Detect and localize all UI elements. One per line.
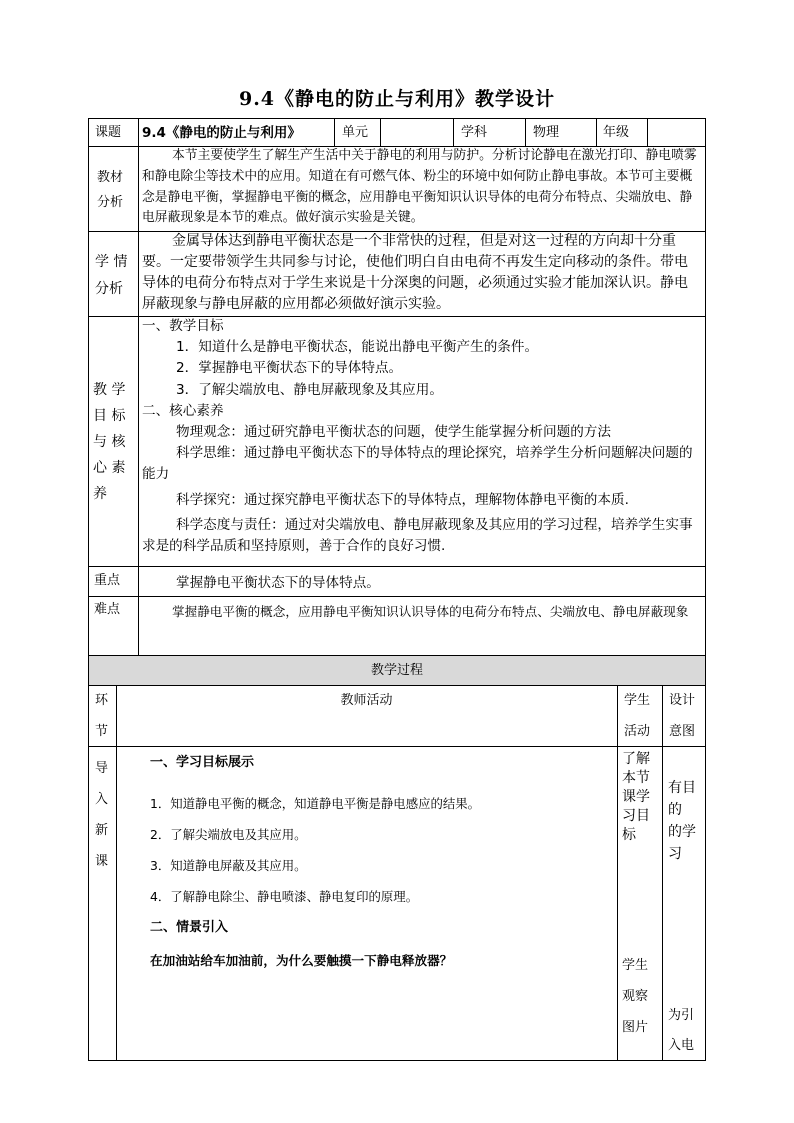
intro-student-line: 观察 (622, 989, 649, 1004)
objectives-label-line: 养 (93, 486, 107, 502)
intro-design-1 (668, 777, 704, 865)
objectives-label-line: 心 素 (93, 460, 126, 476)
intro-student-2 (622, 950, 662, 1043)
intro-design-line: 的 (668, 802, 682, 818)
goal-item: 3．了解尖端放电、静电屏蔽现象及其应用。 (176, 381, 443, 398)
goal-item: 2．掌握静电平衡状态下的导体特点。 (176, 360, 403, 377)
intro-student-line: 本节 (622, 770, 650, 786)
objectives-label-line: 与 核 (93, 434, 126, 450)
col-stage-1: 环 (95, 693, 109, 708)
literacy-concept: 物理观念：通过研究静电平衡状态的问题，使学生能掌握分析问题的方法 (176, 424, 611, 441)
intro-item: 3．知道静电屏蔽及其应用。 (150, 858, 307, 873)
intro-design-line: 的学 (668, 824, 696, 840)
learner-text: 金属导体达到静电平衡状态是一个非常快的过程，但是对这一过程的方向却十分重要。一定要带领学生共同参与讨论，使他们明白自由电荷不再发生定向移动的条件。带电导体的电荷分布特点对于学生来说是十分深奥的问题，必须通过实验才能加深认识。静电屏蔽现象与静电屏蔽的应用都必须做好演示实验。 (142, 233, 688, 312)
intro-item: 2．了解尖端放电及其应用。 (150, 827, 307, 842)
col-design-2: 意图 (669, 724, 696, 739)
page-title: 9.4《静电的防止与利用》教学设计 (238, 88, 556, 110)
intro-stage-char: 课 (95, 854, 109, 869)
objectives-label-line: 目 标 (93, 408, 126, 424)
intro-design-line: 有目 (668, 780, 696, 796)
intro-design-line: 为引 (668, 1008, 695, 1023)
difficulty-text: 掌握静电平衡的概念，应用静电平衡知识认识导体的电荷分布特点、尖端放电、静电屏蔽现象 (172, 604, 689, 619)
intro-item: 1．知道静电平衡的概念，知道静电平衡是静电感应的结果。 (150, 796, 481, 811)
intro-design-line: 入电 (668, 1038, 695, 1053)
intro-question: 在加油站给车加油前，为什么要触摸一下静电释放器？ (150, 953, 453, 968)
intro-heading-2: 二、情景引入 (150, 920, 229, 935)
intro-student-line: 了解 (622, 751, 650, 767)
col-student-1: 学生 (624, 693, 651, 708)
intro-stage-char: 导 (95, 761, 109, 776)
material-label-2: 分析 (97, 195, 124, 210)
difficulty-label: 难点 (94, 602, 121, 617)
subject-label: 学科 (461, 125, 488, 140)
process-heading: 教学过程 (370, 663, 423, 678)
objectives-label-line: 教 学 (93, 382, 126, 398)
literacy-attitude: 科学态度与责任：通过对尖端放电、静电屏蔽现象及其应用的学习过程，培养学生实事求是的科学品质和坚持原则，善于合作的良好习惯. (142, 516, 693, 555)
literacy-heading: 二、核心素养 (142, 402, 224, 419)
intro-student-line: 标 (622, 827, 636, 843)
topic-label: 课题 (95, 125, 122, 140)
topic-value: 9.4《静电的防止与利用》 (142, 125, 301, 141)
key-point-text: 掌握静电平衡状态下的导体特点。 (176, 575, 380, 591)
intro-student-line: 学生 (622, 958, 649, 973)
goals-heading: 一、教学目标 (142, 318, 224, 334)
grade-label: 年级 (603, 125, 630, 140)
intro-heading-1: 一、学习目标展示 (150, 755, 255, 770)
learner-label-2: 分析 (95, 281, 123, 297)
learner-label-1: 学 情 (95, 254, 128, 270)
intro-stage-char: 新 (95, 823, 109, 838)
intro-student-line: 课学 (622, 789, 650, 805)
col-student-2: 活动 (624, 724, 651, 739)
intro-stage (95, 753, 119, 877)
objectives-label (93, 377, 135, 507)
key-point-label: 重点 (94, 573, 121, 588)
intro-student-line: 习目 (622, 808, 650, 824)
material-text: 本节主要使学生了解生产生活中关于静电的利用与防护。分析讨论静电在激光打印、静电喷雾和静电除尘等技术中的应用。知道在有可燃气体、粉尘的环境中如何防止静电事故。本节可主要概念是静电平衡，掌握静电平衡的概念，应用静电平衡知识认识导体的电荷分布特点、尖端放电、静电屏蔽现象是本节的难点。做好演示实验是关键。 (142, 148, 697, 226)
goal-item: 1．知道什么是静电平衡状态，能说出静电平衡产生的条件。 (176, 339, 539, 356)
intro-student-1 (622, 750, 662, 845)
unit-label: 单元 (342, 125, 369, 140)
objectives-body (142, 316, 700, 557)
intro-student-line: 图片 (622, 1020, 649, 1035)
intro-design-line: 习 (668, 846, 682, 862)
intro-design-2 (668, 1001, 704, 1061)
col-design-1: 设计 (669, 693, 696, 708)
intro-item: 4．了解静电除尘、静电喷漆、静电复印的原理。 (150, 889, 419, 904)
material-label-1: 教材 (97, 170, 124, 185)
intro-stage-char: 入 (95, 792, 109, 807)
subject-value: 物理 (533, 125, 560, 140)
col-teacher: 教师活动 (340, 693, 393, 708)
col-stage-2: 节 (95, 724, 109, 739)
literacy-inquiry: 科学探究：通过探究静电平衡状态下的导体特点，理解物体静电平衡的本质. (176, 491, 629, 508)
literacy-thinking: 科学思维：通过静电平衡状态下的导体特点的理论探究，培养学生分析问题解决问题的能力 (142, 445, 693, 483)
